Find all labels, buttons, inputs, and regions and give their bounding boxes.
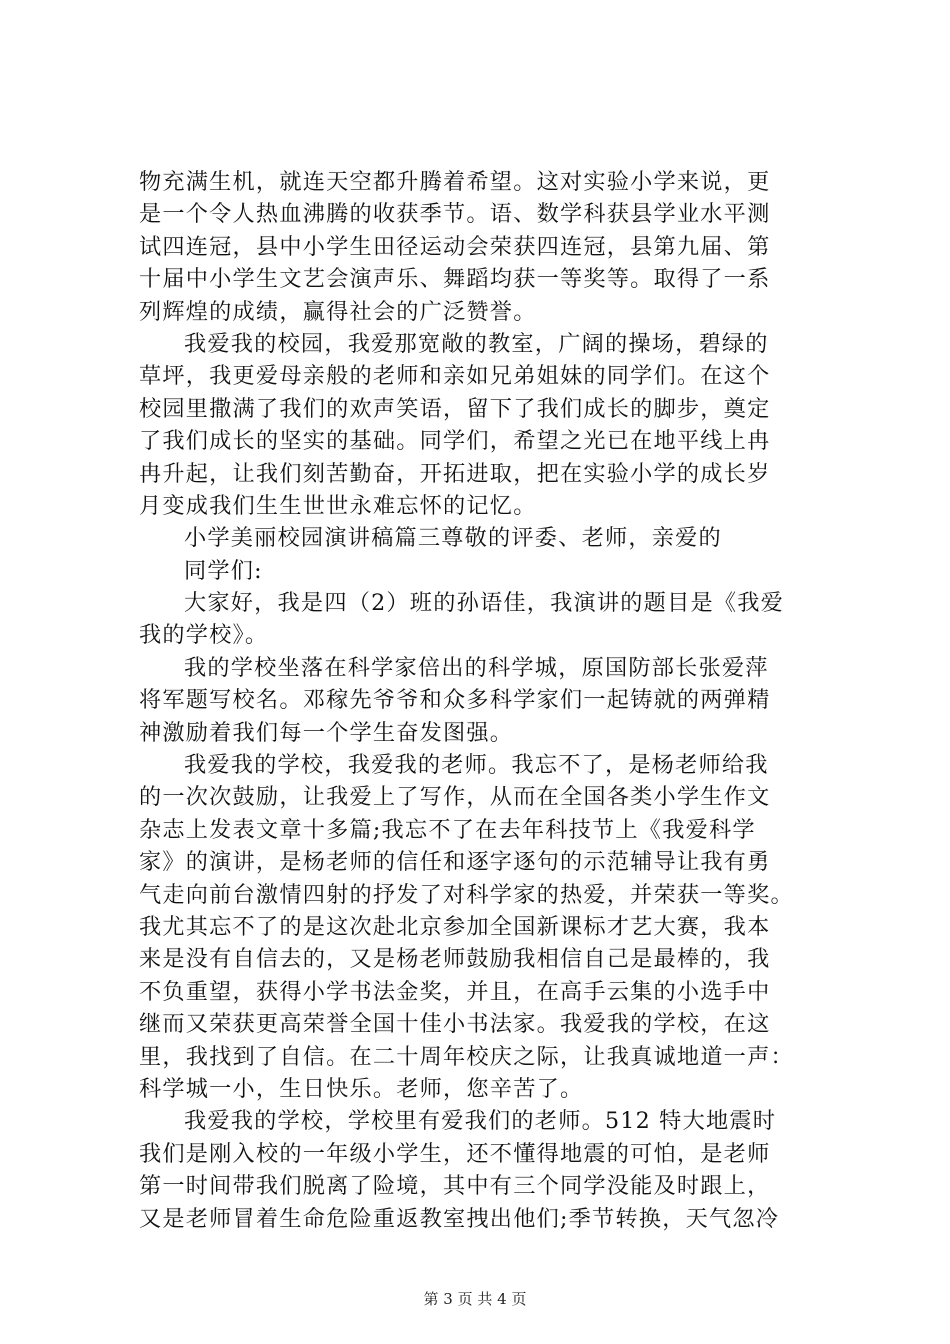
text-line: 冉升起，让我们刻苦勤奋，开拓进取，把在实验小学的成长岁 [139,460,771,487]
text-line: 继而又荣获更高荣誉全国十佳小书法家。我爱我的学校，在这 [139,1011,771,1038]
text-line: 里，我找到了自信。在二十周年校庆之际，让我真诚地道一声： [139,1043,794,1070]
text-line: 我尤其忘不了的是这次赴北京参加全国新课标才艺大赛，我本 [139,913,771,940]
text-line: 又是老师冒着生命危险重返教室拽出他们;季节转换，天气忽冷 [139,1205,780,1232]
text-line: 大家好，我是四（2）班的孙语佳，我演讲的题目是《我爱 [184,590,785,617]
text-line: 同学们: [184,557,263,584]
text-line: 物充满生机，就连天空都升腾着希望。这对实验小学来说，更 [139,169,771,195]
text-line: 神激励着我们每一个学生奋发图强。 [139,719,514,746]
text-line: 十届中小学生文艺会演声乐、舞蹈均获一等奖等。取得了一系 [139,266,771,293]
text-line: 我爱我的学校，我爱我的老师。我忘不了，是杨老师给我 [184,752,769,779]
text-line: 将军题写校名。邓稼先爷爷和众多科学家们一起铸就的两弹精 [139,687,771,714]
text-line: 气走向前台激情四射的抒发了对科学家的热爱，并荣获一等奖。 [139,881,794,908]
text-line: 我爱我的校园，我爱那宽敞的教室，广阔的操场，碧绿的 [184,330,769,357]
text-line: 校园里撒满了我们的欢声笑语，留下了我们成长的脚步，奠定 [139,395,771,422]
text-line: 我的学校》。 [139,622,269,649]
text-line: 是一个令人热血沸腾的收获季节。语、数学科获县学业水平测 [139,201,771,228]
text-line: 我们是刚入校的一年级小学生，还不懂得地震的可怕，是老师 [139,1140,771,1167]
text-line: 试四连冠，县中小学生田径运动会荣获四连冠，县第九届、第 [139,233,771,260]
text-line: 我爱我的学校，学校里有爱我们的老师。512 特大地震时 [184,1108,777,1135]
document-body [139,166,839,1235]
text-line: 不负重望，获得小学书法金奖，并且，在高手云集的小选手中 [139,978,771,1005]
text-line: 月变成我们生生世世永难忘怀的记忆。 [139,492,537,519]
text-line: 我的学校坐落在科学家倍出的科学城，原国防部长张爱萍 [184,654,769,681]
text-line: 来是没有自信去的，又是杨老师鼓励我相信自己是最棒的，我 [139,946,771,973]
text-line: 小学美丽校园演讲稿篇三尊敬的评委、老师，亲爱的 [184,525,722,552]
text-line: 杂志上发表文章十多篇;我忘不了在去年科技节上《我爱科学 [139,816,756,843]
text-line: 科学城一小，生日快乐。老师，您辛苦了。 [139,1075,584,1102]
text-line: 家》的演讲，是杨老师的信任和逐字逐句的示范辅导让我有勇 [139,849,771,876]
text-line: 的一次次鼓励，让我爱上了写作，从而在全国各类小学生作文 [139,784,771,811]
text-line: 了我们成长的坚实的基础。同学们，希望之光已在地平线上冉 [139,428,771,455]
text-line: 草坪，我更爱母亲般的老师和亲如兄弟姐妹的同学们。在这个 [139,363,771,390]
page-footer: 第 3 页 共 4 页 [423,1290,527,1308]
text-line: 列辉煌的成绩，赢得社会的广泛赞誉。 [139,298,537,325]
text-line: 第一时间带我们脱离了险境，其中有三个同学没能及时跟上， [139,1173,771,1200]
